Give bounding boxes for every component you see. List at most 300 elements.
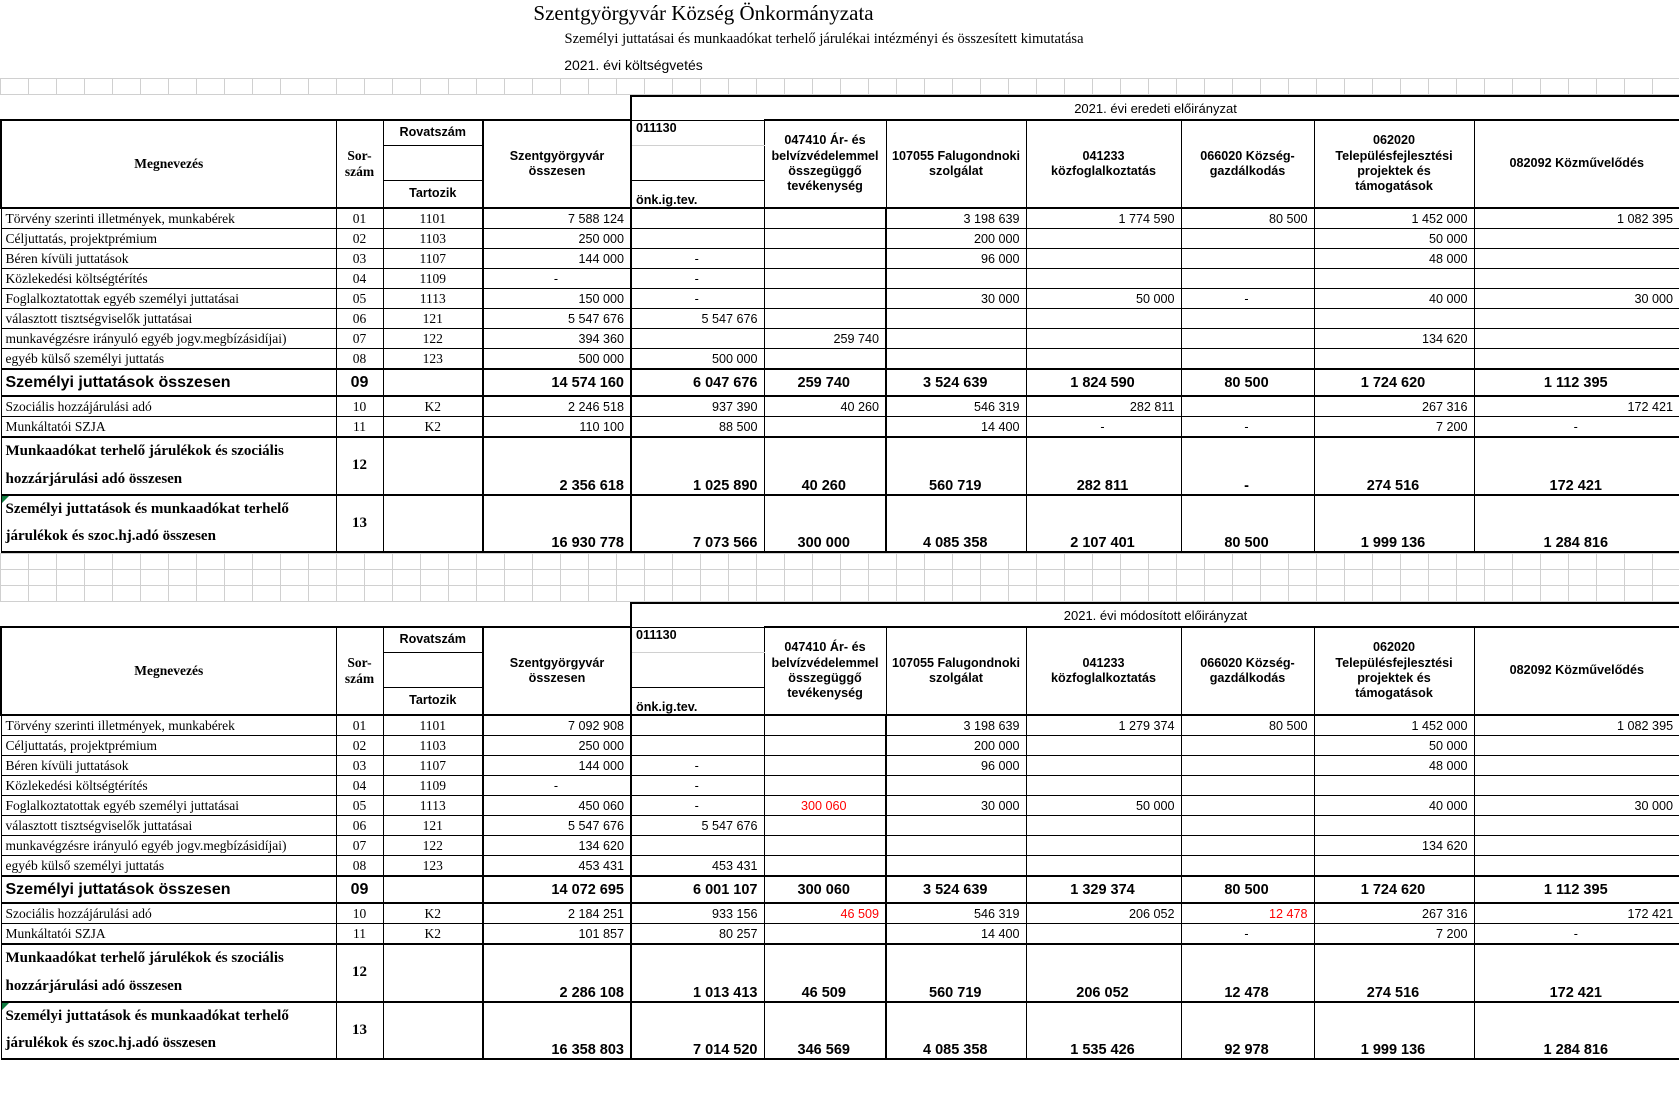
row-label: Szociális hozzájárulási adó (1, 396, 336, 417)
row-tartozik: 123 (383, 856, 483, 877)
cell-082092: 1 284 816 (1474, 495, 1679, 553)
cell-011130: - (631, 776, 764, 796)
cell-041233 (1026, 776, 1181, 796)
table-row (1, 776, 1679, 796)
header-row-modified (1, 627, 1679, 653)
cell-082092: 30 000 (1474, 796, 1679, 816)
row-sor: 13 (336, 495, 383, 553)
cell-066020 (1181, 349, 1314, 370)
row-sor: 06 (336, 816, 383, 836)
row-label: Béren kívüli juttatások (1, 756, 336, 776)
cell-107055: 96 000 (886, 756, 1026, 776)
row-label: Foglalkoztatottak egyéb személyi juttatásai (1, 289, 336, 309)
cell-ossz: - (483, 776, 631, 796)
cell-062020 (1314, 776, 1474, 796)
th-tartozik-2: Tartozik (383, 688, 483, 716)
table-row (1, 816, 1679, 836)
cell-047410 (764, 417, 886, 438)
cell-062020: 1 452 000 (1314, 208, 1474, 229)
cell-047410: 346 569 (764, 1002, 886, 1060)
doc-title-line3: 2021. évi költségvetés (564, 57, 703, 73)
cell-082092: - (1474, 417, 1679, 438)
cell-107055: 14 400 (886, 924, 1026, 945)
budget-table-original (0, 95, 1679, 553)
cell-ossz: 7 092 908 (483, 715, 631, 736)
cell-107055 (886, 269, 1026, 289)
row-label: Személyi juttatások összesen (1, 369, 336, 396)
row-label: választott tisztségviselők juttatásai (1, 309, 336, 329)
grid-strip-middle (0, 553, 1679, 602)
row-label: Személyi juttatások összesen (1, 876, 336, 903)
cell-062020: 48 000 (1314, 756, 1474, 776)
cell-062020: 40 000 (1314, 796, 1474, 816)
cell-041233: 50 000 (1026, 289, 1181, 309)
row-sor: 12 (336, 437, 383, 495)
row-label: Személyi juttatások és munkaadókat terhelő járulékok és szoc.hj.adó összesen (1, 495, 336, 553)
row-label: Céljuttatás, projektprémium (1, 736, 336, 756)
row-tartozik: 1101 (383, 715, 483, 736)
row-label: egyéb külső személyi juttatás (1, 349, 336, 370)
cell-011130: 1 025 890 (631, 437, 764, 495)
row-tartozik: 1107 (383, 756, 483, 776)
row-tartozik (383, 1002, 483, 1060)
cell-011130: 7 073 566 (631, 495, 764, 553)
row-tartozik (383, 369, 483, 396)
cell-082092: 1 284 816 (1474, 1002, 1679, 1060)
cell-ossz: 2 246 518 (483, 396, 631, 417)
cell-047410 (764, 269, 886, 289)
cell-082092: - (1474, 924, 1679, 945)
cell-011130: 7 014 520 (631, 1002, 764, 1060)
cell-066020: - (1181, 289, 1314, 309)
cell-047410: 259 740 (764, 369, 886, 396)
cell-ossz: 5 547 676 (483, 816, 631, 836)
cell-047410: 300 060 (764, 796, 886, 816)
cell-107055 (886, 816, 1026, 836)
cell-066020 (1181, 796, 1314, 816)
cell-082092: 1 082 395 (1474, 715, 1679, 736)
cell-011130: - (631, 289, 764, 309)
cell-047410 (764, 736, 886, 756)
cell-041233 (1026, 924, 1181, 945)
cell-047410 (764, 776, 886, 796)
cell-062020: 274 516 (1314, 437, 1474, 495)
cell-107055 (886, 349, 1026, 370)
cell-082092 (1474, 756, 1679, 776)
row-tartozik: K2 (383, 924, 483, 945)
cell-ossz: 250 000 (483, 229, 631, 249)
cell-041233: 206 052 (1026, 944, 1181, 1002)
row-tartozik: 1107 (383, 249, 483, 269)
th-066020-2: 066020 Község-gazdálkodás (1181, 627, 1314, 715)
cell-107055: 4 085 358 (886, 1002, 1026, 1060)
band-label-modified: 2021. évi módosított előirányzat (631, 603, 1679, 627)
row-tartozik: 1113 (383, 289, 483, 309)
th-osszesen-line2: összesen (528, 164, 586, 178)
row-label: Munkaadókat terhelő járulékok és szociális hozzárjárulási adó összesen (1, 437, 336, 495)
cell-041233: 2 107 401 (1026, 495, 1181, 553)
table-row-total (1, 944, 1679, 1002)
cell-107055: 3 524 639 (886, 369, 1026, 396)
cell-062020: 1 999 136 (1314, 495, 1474, 553)
row-sor: 05 (336, 796, 383, 816)
band-row-modified (1, 603, 1679, 627)
table-row (1, 856, 1679, 877)
cell-047410 (764, 208, 886, 229)
cell-047410 (764, 349, 886, 370)
table-row-total (1, 495, 1679, 553)
cell-011130: 1 013 413 (631, 944, 764, 1002)
cell-ossz: 7 588 124 (483, 208, 631, 229)
cell-041233: 1 774 590 (1026, 208, 1181, 229)
cell-041233 (1026, 329, 1181, 349)
cell-066020: 80 500 (1181, 495, 1314, 553)
cell-ossz: 110 100 (483, 417, 631, 438)
table-row (1, 417, 1679, 438)
cell-066020: - (1181, 417, 1314, 438)
cell-082092 (1474, 856, 1679, 877)
cell-062020: 134 620 (1314, 329, 1474, 349)
row-sor: 03 (336, 249, 383, 269)
cell-047410: 259 740 (764, 329, 886, 349)
row-label: Közlekedési költségtérítés (1, 269, 336, 289)
cell-ossz: 16 930 778 (483, 495, 631, 553)
cell-066020 (1181, 776, 1314, 796)
cell-066020: 80 500 (1181, 208, 1314, 229)
cell-047410: 46 509 (764, 903, 886, 924)
cell-062020: 1 724 620 (1314, 369, 1474, 396)
cell-066020 (1181, 309, 1314, 329)
cell-047410 (764, 229, 886, 249)
row-tartozik: K2 (383, 417, 483, 438)
cell-066020: 80 500 (1181, 715, 1314, 736)
cell-041233 (1026, 309, 1181, 329)
th-sorszam-2 (336, 627, 383, 715)
row-sor: 07 (336, 329, 383, 349)
table-row-total (1, 876, 1679, 903)
cell-041233 (1026, 736, 1181, 756)
cell-082092: 172 421 (1474, 437, 1679, 495)
cell-066020 (1181, 816, 1314, 836)
cell-041233: - (1026, 417, 1181, 438)
cell-011130: 5 547 676 (631, 816, 764, 836)
cell-062020 (1314, 816, 1474, 836)
cell-082092 (1474, 249, 1679, 269)
cell-047410: 300 060 (764, 876, 886, 903)
cell-ossz: 394 360 (483, 329, 631, 349)
cell-082092: 1 082 395 (1474, 208, 1679, 229)
cell-066020: 80 500 (1181, 876, 1314, 903)
row-tartozik: K2 (383, 903, 483, 924)
cell-047410 (764, 249, 886, 269)
row-tartozik: 123 (383, 349, 483, 370)
cell-041233: 1 535 426 (1026, 1002, 1181, 1060)
table-row (1, 715, 1679, 736)
cell-107055 (886, 856, 1026, 877)
cell-041233: 1 279 374 (1026, 715, 1181, 736)
cell-107055: 3 198 639 (886, 715, 1026, 736)
cell-041233 (1026, 349, 1181, 370)
table-row (1, 208, 1679, 229)
cell-ossz: 453 431 (483, 856, 631, 877)
row-tartozik: 1113 (383, 796, 483, 816)
row-tartozik (383, 876, 483, 903)
th-011130-code-2: 011130 (631, 627, 764, 653)
cell-011130: 6 047 676 (631, 369, 764, 396)
cell-047410 (764, 715, 886, 736)
table-row (1, 924, 1679, 945)
row-label: munkavégzésre irányuló egyéb jogv.megbízásidíjai) (1, 329, 336, 349)
th-megnevezes-2: Megnevezés (1, 627, 336, 715)
table-row (1, 349, 1679, 370)
cell-041233 (1026, 836, 1181, 856)
cell-ossz: 144 000 (483, 756, 631, 776)
th-011130-sub-1: önk.ig.tev. (631, 181, 764, 209)
title-block (0, 0, 1679, 78)
cell-ossz: 134 620 (483, 836, 631, 856)
cell-107055 (886, 329, 1026, 349)
th-062020-2: 062020 Településfejlesztési projektek és támogatások (1314, 627, 1474, 715)
th-rovatszam-1: Rovatszám (383, 120, 483, 146)
cell-ossz: 2 286 108 (483, 944, 631, 1002)
cell-062020: 274 516 (1314, 944, 1474, 1002)
band-label-original: 2021. évi eredeti előirányzat (631, 96, 1679, 120)
cell-062020: 134 620 (1314, 836, 1474, 856)
cell-041233 (1026, 229, 1181, 249)
row-label: Törvény szerinti illetmények, munkabérek (1, 715, 336, 736)
cell-082092 (1474, 229, 1679, 249)
cell-041233 (1026, 269, 1181, 289)
row-label: választott tisztségviselők juttatásai (1, 816, 336, 836)
th-082092-1: 082092 Közművelődés (1474, 120, 1679, 208)
cell-ossz: 2 184 251 (483, 903, 631, 924)
cell-082092 (1474, 776, 1679, 796)
cell-107055: 14 400 (886, 417, 1026, 438)
table-row (1, 736, 1679, 756)
row-label: Céljuttatás, projektprémium (1, 229, 336, 249)
th-sorszam-line1-2: Sor- (347, 654, 372, 670)
cell-047410: 40 260 (764, 396, 886, 417)
cell-107055: 4 085 358 (886, 495, 1026, 553)
th-megnevezes-1: Megnevezés (1, 120, 336, 208)
cell-047410 (764, 856, 886, 877)
cell-107055 (886, 309, 1026, 329)
cell-047410 (764, 816, 886, 836)
cell-107055: 546 319 (886, 903, 1026, 924)
th-041233-1: 041233 közfoglalkoztatás (1026, 120, 1181, 208)
row-label: Foglalkoztatottak egyéb személyi juttatásai (1, 796, 336, 816)
cell-082092: 172 421 (1474, 396, 1679, 417)
row-sor: 03 (336, 756, 383, 776)
cell-047410 (764, 836, 886, 856)
cell-047410: 300 000 (764, 495, 886, 553)
cell-011130: 937 390 (631, 396, 764, 417)
cell-ossz: - (483, 269, 631, 289)
table-row (1, 289, 1679, 309)
cell-062020: 7 200 (1314, 924, 1474, 945)
cell-ossz: 14 574 160 (483, 369, 631, 396)
cell-011130: - (631, 269, 764, 289)
row-sor: 08 (336, 856, 383, 877)
cell-041233: 1 824 590 (1026, 369, 1181, 396)
row-tartozik: 122 (383, 329, 483, 349)
cell-011130: - (631, 796, 764, 816)
cell-047410 (764, 289, 886, 309)
row-sor: 07 (336, 836, 383, 856)
th-osszesen-line2-2: összesen (528, 671, 586, 685)
cell-066020: 80 500 (1181, 369, 1314, 396)
cell-107055: 30 000 (886, 289, 1026, 309)
table-row-total (1, 1002, 1679, 1060)
cell-011130: - (631, 249, 764, 269)
th-sorszam-line1: Sor- (347, 147, 372, 163)
cell-062020: 40 000 (1314, 289, 1474, 309)
cell-107055 (886, 776, 1026, 796)
cell-066020 (1181, 836, 1314, 856)
cell-107055: 560 719 (886, 437, 1026, 495)
row-label: munkavégzésre irányuló egyéb jogv.megbízásidíjai) (1, 836, 336, 856)
cell-ossz: 5 547 676 (483, 309, 631, 329)
cell-041233 (1026, 856, 1181, 877)
row-tartozik: 1109 (383, 269, 483, 289)
th-tartozik-1: Tartozik (383, 181, 483, 209)
cell-066020: 12 478 (1181, 903, 1314, 924)
doc-title-line2: Személyi juttatásai és munkaadókat terhelő járulékai intézményi és összesített kimutatása (564, 30, 1084, 47)
cell-062020 (1314, 309, 1474, 329)
th-sorszam-1 (336, 120, 383, 208)
cell-082092: 172 421 (1474, 903, 1679, 924)
row-label: Személyi juttatások és munkaadókat terhelő járulékok és szoc.hj.adó összesen (1, 1002, 336, 1060)
row-sor: 02 (336, 736, 383, 756)
th-011130-sub-2: önk.ig.tev. (631, 688, 764, 716)
cell-062020 (1314, 269, 1474, 289)
cell-011130: 500 000 (631, 349, 764, 370)
header-row-original (1, 120, 1679, 146)
cell-ossz: 500 000 (483, 349, 631, 370)
cell-ossz: 101 857 (483, 924, 631, 945)
cell-041233: 1 329 374 (1026, 876, 1181, 903)
cell-062020 (1314, 856, 1474, 877)
row-tartozik (383, 944, 483, 1002)
row-tartozik: 121 (383, 309, 483, 329)
cell-041233: 50 000 (1026, 796, 1181, 816)
cell-ossz: 16 358 803 (483, 1002, 631, 1060)
cell-011130 (631, 715, 764, 736)
row-sor: 04 (336, 776, 383, 796)
cell-082092 (1474, 309, 1679, 329)
row-sor: 13 (336, 1002, 383, 1060)
th-sorszam-line2: szám (344, 164, 375, 179)
cell-047410: 40 260 (764, 437, 886, 495)
cell-047410: 46 509 (764, 944, 886, 1002)
th-107055-2: 107055 Falugondnoki szolgálat (886, 627, 1026, 715)
cell-ossz: 14 072 695 (483, 876, 631, 903)
row-label: Törvény szerinti illetmények, munkabérek (1, 208, 336, 229)
th-osszesen-2 (483, 627, 631, 715)
cell-ossz: 450 060 (483, 796, 631, 816)
row-label: egyéb külső személyi juttatás (1, 856, 336, 877)
cell-011130 (631, 836, 764, 856)
cell-062020: 267 316 (1314, 396, 1474, 417)
table-row (1, 836, 1679, 856)
cell-011130: 5 547 676 (631, 309, 764, 329)
cell-066020: 92 978 (1181, 1002, 1314, 1060)
cell-041233: 282 811 (1026, 437, 1181, 495)
row-sor: 10 (336, 903, 383, 924)
th-011130-code-1: 011130 (631, 120, 764, 146)
cell-066020: - (1181, 437, 1314, 495)
cell-047410 (764, 756, 886, 776)
cell-041233 (1026, 756, 1181, 776)
cell-082092 (1474, 329, 1679, 349)
table-row (1, 249, 1679, 269)
cell-066020: - (1181, 924, 1314, 945)
cell-107055: 3 524 639 (886, 876, 1026, 903)
cell-011130: 453 431 (631, 856, 764, 877)
cell-107055: 200 000 (886, 736, 1026, 756)
cell-047410 (764, 924, 886, 945)
table-row (1, 329, 1679, 349)
budget-table-modified (0, 602, 1679, 1060)
table-row-total (1, 369, 1679, 396)
cell-ossz: 144 000 (483, 249, 631, 269)
cell-ossz: 150 000 (483, 289, 631, 309)
cell-082092: 1 112 395 (1474, 369, 1679, 396)
cell-107055: 546 319 (886, 396, 1026, 417)
row-sor: 09 (336, 369, 383, 396)
cell-066020 (1181, 736, 1314, 756)
cell-066020 (1181, 329, 1314, 349)
cell-066020 (1181, 269, 1314, 289)
row-sor: 05 (336, 289, 383, 309)
row-tartozik: 1103 (383, 229, 483, 249)
th-osszesen-1 (483, 120, 631, 208)
cell-062020: 1 724 620 (1314, 876, 1474, 903)
cell-062020: 7 200 (1314, 417, 1474, 438)
row-tartozik (383, 437, 483, 495)
table-row-total (1, 437, 1679, 495)
cell-107055: 200 000 (886, 229, 1026, 249)
cell-011130: 88 500 (631, 417, 764, 438)
table-row (1, 309, 1679, 329)
row-tartozik: 1109 (383, 776, 483, 796)
cell-062020: 50 000 (1314, 229, 1474, 249)
cell-082092 (1474, 816, 1679, 836)
row-label: Szociális hozzájárulási adó (1, 903, 336, 924)
cell-011130 (631, 208, 764, 229)
th-sorszam-line2-2: szám (344, 671, 375, 686)
table-row (1, 229, 1679, 249)
row-sor: 12 (336, 944, 383, 1002)
row-tartozik (383, 495, 483, 553)
row-sor: 02 (336, 229, 383, 249)
row-sor: 11 (336, 417, 383, 438)
row-sor: 01 (336, 208, 383, 229)
row-sor: 10 (336, 396, 383, 417)
table-row (1, 756, 1679, 776)
row-label: Közlekedési költségtérítés (1, 776, 336, 796)
cell-041233 (1026, 249, 1181, 269)
row-tartozik: 1103 (383, 736, 483, 756)
table-row (1, 796, 1679, 816)
row-sor: 01 (336, 715, 383, 736)
th-066020-1: 066020 Község-gazdálkodás (1181, 120, 1314, 208)
cell-062020: 267 316 (1314, 903, 1474, 924)
cell-011130 (631, 736, 764, 756)
grid-strip-top (0, 78, 1679, 95)
cell-041233: 206 052 (1026, 903, 1181, 924)
cell-ossz: 2 356 618 (483, 437, 631, 495)
